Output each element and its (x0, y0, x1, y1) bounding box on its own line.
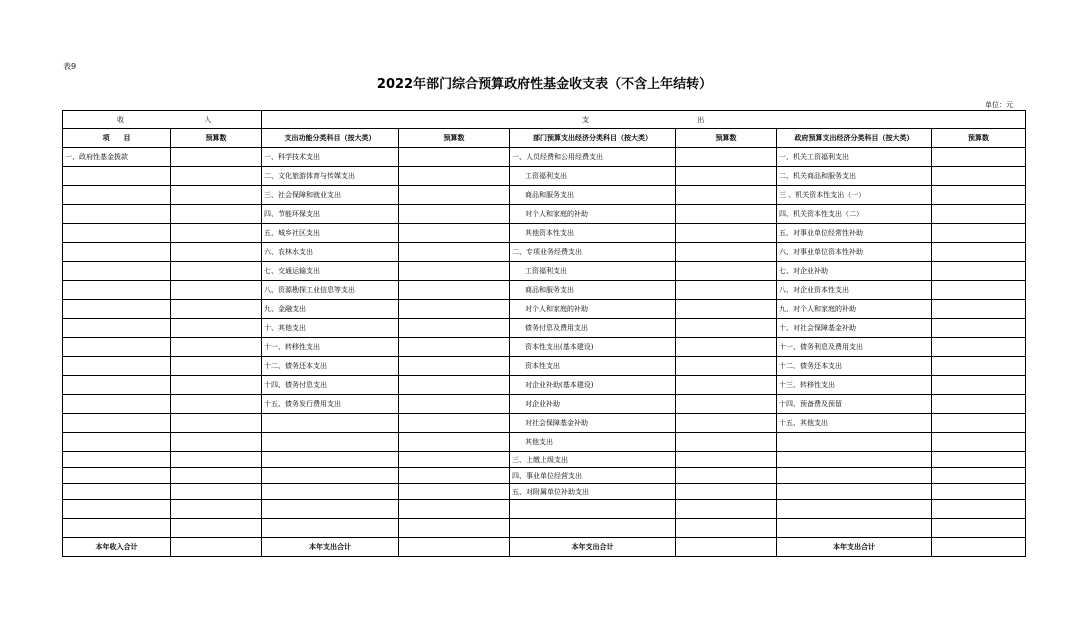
func-budget-cell (399, 433, 510, 452)
func-budget-cell (399, 452, 510, 468)
func-class-cell (262, 468, 399, 484)
page-title: 2022年部门综合预算政府性基金收支表（不含上年结转） (376, 77, 713, 92)
dept-econ-cell: 二、专项业务经费支出 (510, 243, 676, 262)
func-total-label: 本年支出合计 (262, 538, 399, 557)
dept-econ-cell: 对个人和家庭的补助 (510, 205, 676, 224)
income-item-cell (63, 167, 171, 186)
table-row (63, 243, 1026, 262)
header-func-class: 支出功能分类科目（按大类） (262, 129, 399, 148)
gov-budget-cell (932, 500, 1026, 519)
table-row (63, 395, 1026, 414)
func-class-cell: 十、其他支出 (262, 319, 399, 338)
header-gov-econ: 政府预算支出经济分类科目（按大类） (777, 129, 932, 148)
income-total-value (171, 538, 262, 557)
gov-budget-cell (932, 484, 1026, 500)
gov-econ-cell (777, 500, 932, 519)
income-budget-cell (171, 452, 262, 468)
dept-budget-cell (676, 205, 777, 224)
table-row (63, 500, 1026, 519)
func-budget-cell (399, 319, 510, 338)
table-number-label: 表9 (63, 62, 77, 71)
income-section-char-2: 入 (204, 115, 212, 124)
func-budget-cell (399, 243, 510, 262)
table-row (63, 186, 1026, 205)
income-budget-cell (171, 357, 262, 376)
income-budget-cell (171, 148, 262, 167)
table-row (63, 452, 1026, 468)
dept-total-value (676, 538, 777, 557)
func-class-cell: 十二、债务还本支出 (262, 357, 399, 376)
func-total-value (399, 538, 510, 557)
income-item-cell (63, 262, 171, 281)
dept-econ-cell: 工资福利支出 (510, 167, 676, 186)
gov-econ-cell (777, 468, 932, 484)
gov-econ-cell: 六、对事业单位资本性补助 (777, 243, 932, 262)
income-budget-cell (171, 519, 262, 538)
gov-econ-cell: 四、机关资本性支出（二） (777, 205, 932, 224)
func-budget-cell (399, 395, 510, 414)
gov-budget-cell (932, 338, 1026, 357)
table-row (63, 224, 1026, 243)
dept-econ-cell: 资本性支出 (510, 357, 676, 376)
expense-section-header (262, 111, 1026, 129)
gov-budget-cell (932, 452, 1026, 468)
income-budget-cell (171, 300, 262, 319)
income-item-cell (63, 338, 171, 357)
column-header-row (63, 129, 1026, 148)
income-item-cell (63, 186, 171, 205)
income-budget-cell (171, 468, 262, 484)
func-class-cell: 六、农林水支出 (262, 243, 399, 262)
func-class-cell: 十一、转移性支出 (262, 338, 399, 357)
dept-budget-cell (676, 243, 777, 262)
income-budget-cell (171, 395, 262, 414)
dept-budget-cell (676, 186, 777, 205)
table-row (63, 319, 1026, 338)
gov-econ-cell: 三 、机关资本性支出（一） (777, 186, 932, 205)
func-class-cell: 七、交通运输支出 (262, 262, 399, 281)
table-row (63, 468, 1026, 484)
dept-econ-cell: 一、人员经费和公用经费支出 (510, 148, 676, 167)
income-item-cell (63, 452, 171, 468)
gov-econ-cell (777, 519, 932, 538)
table-row (63, 484, 1026, 500)
dept-budget-cell (676, 167, 777, 186)
func-class-cell: 一、科学技术支出 (262, 148, 399, 167)
func-budget-cell (399, 468, 510, 484)
func-class-cell (262, 500, 399, 519)
func-budget-cell (399, 376, 510, 395)
func-class-cell: 九、金融支出 (262, 300, 399, 319)
func-budget-cell (399, 300, 510, 319)
dept-econ-cell: 其他支出 (510, 433, 676, 452)
income-budget-cell (171, 167, 262, 186)
income-item-cell (63, 414, 171, 433)
income-budget-cell (171, 338, 262, 357)
gov-econ-cell: 十五、其他支出 (777, 414, 932, 433)
dept-budget-cell (676, 148, 777, 167)
income-section-header (63, 111, 262, 129)
dept-econ-cell: 工资福利支出 (510, 262, 676, 281)
dept-econ-cell: 商品和服务支出 (510, 281, 676, 300)
func-budget-cell (399, 519, 510, 538)
dept-budget-cell (676, 395, 777, 414)
dept-budget-cell (676, 433, 777, 452)
section-header-row (63, 111, 1026, 129)
income-item-cell (63, 500, 171, 519)
income-budget-cell (171, 224, 262, 243)
table-row (63, 300, 1026, 319)
dept-budget-cell (676, 484, 777, 500)
gov-econ-cell (777, 433, 932, 452)
dept-budget-cell (676, 376, 777, 395)
income-item-cell (63, 205, 171, 224)
gov-total-value (932, 538, 1026, 557)
income-budget-cell (171, 281, 262, 300)
gov-budget-cell (932, 281, 1026, 300)
income-item-cell (63, 281, 171, 300)
table-row (63, 376, 1026, 395)
gov-econ-cell: 十一、债务利息及费用支出 (777, 338, 932, 357)
dept-budget-cell (676, 452, 777, 468)
dept-budget-cell (676, 338, 777, 357)
income-budget-cell (171, 205, 262, 224)
func-budget-cell (399, 414, 510, 433)
func-class-cell (262, 414, 399, 433)
income-budget-cell (171, 319, 262, 338)
func-budget-cell (399, 357, 510, 376)
dept-budget-cell (676, 414, 777, 433)
table-row (63, 205, 1026, 224)
func-budget-cell (399, 281, 510, 300)
table-row (63, 338, 1026, 357)
gov-econ-cell: 一、机关工资福利支出 (777, 148, 932, 167)
func-budget-cell (399, 167, 510, 186)
gov-budget-cell (932, 395, 1026, 414)
gov-econ-cell: 七、对企业补助 (777, 262, 932, 281)
func-class-cell: 十五、债务发行费用支出 (262, 395, 399, 414)
func-class-cell: 五、城乡社区支出 (262, 224, 399, 243)
dept-budget-cell (676, 500, 777, 519)
dept-econ-cell: 对企业补助 (510, 395, 676, 414)
gov-budget-cell (932, 519, 1026, 538)
dept-econ-cell: 其他资本性支出 (510, 224, 676, 243)
gov-econ-cell: 九、对个人和家庭的补助 (777, 300, 932, 319)
income-item-cell (63, 433, 171, 452)
header-dept-econ: 部门预算支出经济分类科目（按大类） (510, 129, 676, 148)
income-item-cell: 一、政府性基金拨款 (63, 148, 171, 167)
dept-econ-cell: 五、对附属单位补助支出 (510, 484, 676, 500)
dept-econ-cell: 三、上缴上级支出 (510, 452, 676, 468)
gov-budget-cell (932, 357, 1026, 376)
expense-section-char-1: 支 (582, 115, 590, 124)
income-item-cell (63, 357, 171, 376)
func-class-cell (262, 484, 399, 500)
table-row (63, 148, 1026, 167)
gov-budget-cell (932, 243, 1026, 262)
income-item-cell (63, 484, 171, 500)
gov-budget-cell (932, 468, 1026, 484)
func-class-cell (262, 452, 399, 468)
dept-budget-cell (676, 281, 777, 300)
dept-econ-cell: 对企业补助(基本建设) (510, 376, 676, 395)
dept-econ-cell: 债务付息及费用支出 (510, 319, 676, 338)
dept-budget-cell (676, 519, 777, 538)
budget-table (62, 110, 1026, 557)
header-func-budget: 预算数 (399, 129, 510, 148)
func-budget-cell (399, 500, 510, 519)
income-item-cell (63, 519, 171, 538)
dept-budget-cell (676, 300, 777, 319)
dept-econ-cell: 商品和服务支出 (510, 186, 676, 205)
header-income-budget: 预算数 (171, 129, 262, 148)
func-budget-cell (399, 262, 510, 281)
income-item-cell (63, 224, 171, 243)
income-budget-cell (171, 484, 262, 500)
gov-econ-cell: 五、对事业单位经常性补助 (777, 224, 932, 243)
func-budget-cell (399, 484, 510, 500)
dept-econ-cell (510, 519, 676, 538)
income-budget-cell (171, 262, 262, 281)
gov-budget-cell (932, 148, 1026, 167)
totals-row (63, 538, 1026, 557)
table-row (63, 433, 1026, 452)
header-dept-budget: 预算数 (676, 129, 777, 148)
income-item-cell (63, 376, 171, 395)
func-class-cell: 三、社会保障和就业支出 (262, 186, 399, 205)
func-budget-cell (399, 205, 510, 224)
income-budget-cell (171, 186, 262, 205)
expense-section-char-2: 出 (697, 115, 705, 124)
func-budget-cell (399, 148, 510, 167)
income-item-cell (63, 468, 171, 484)
gov-budget-cell (932, 300, 1026, 319)
income-budget-cell (171, 376, 262, 395)
func-class-cell: 八、资源勘探工业信息等支出 (262, 281, 399, 300)
income-total-label: 本年收入合计 (63, 538, 171, 557)
gov-econ-cell: 十四、预备费及预留 (777, 395, 932, 414)
gov-budget-cell (932, 224, 1026, 243)
gov-budget-cell (932, 433, 1026, 452)
dept-budget-cell (676, 357, 777, 376)
gov-budget-cell (932, 319, 1026, 338)
income-item-cell (63, 395, 171, 414)
gov-econ-cell (777, 452, 932, 468)
dept-econ-cell: 对社会保障基金补助 (510, 414, 676, 433)
dept-econ-cell (510, 500, 676, 519)
gov-econ-cell: 十、对社会保障基金补助 (777, 319, 932, 338)
gov-econ-cell: 八、对企业资本性支出 (777, 281, 932, 300)
table-row (63, 167, 1026, 186)
func-class-cell (262, 433, 399, 452)
gov-budget-cell (932, 205, 1026, 224)
func-budget-cell (399, 338, 510, 357)
income-budget-cell (171, 500, 262, 519)
gov-budget-cell (932, 262, 1026, 281)
table-row (63, 262, 1026, 281)
gov-econ-cell: 十三、转移性支出 (777, 376, 932, 395)
func-class-cell: 四、节能环保支出 (262, 205, 399, 224)
income-budget-cell (171, 414, 262, 433)
dept-budget-cell (676, 468, 777, 484)
gov-budget-cell (932, 414, 1026, 433)
table-row (63, 519, 1026, 538)
func-budget-cell (399, 186, 510, 205)
table-row (63, 281, 1026, 300)
dept-econ-cell: 四、事业单位经营支出 (510, 468, 676, 484)
table-row (63, 357, 1026, 376)
income-section-char-1: 收 (117, 115, 124, 124)
dept-budget-cell (676, 319, 777, 338)
dept-econ-cell: 资本性支出(基本建设) (510, 338, 676, 357)
func-class-cell (262, 519, 399, 538)
gov-budget-cell (932, 376, 1026, 395)
gov-budget-cell (932, 186, 1026, 205)
income-item-cell (63, 243, 171, 262)
dept-total-label: 本年支出合计 (510, 538, 676, 557)
gov-econ-cell (777, 484, 932, 500)
gov-budget-cell (932, 167, 1026, 186)
dept-econ-cell: 对个人和家庭的补助 (510, 300, 676, 319)
header-gov-budget: 预算数 (932, 129, 1026, 148)
func-budget-cell (399, 224, 510, 243)
table-row (63, 414, 1026, 433)
income-item-cell (63, 319, 171, 338)
gov-total-label: 本年支出合计 (777, 538, 932, 557)
dept-budget-cell (676, 224, 777, 243)
income-budget-cell (171, 433, 262, 452)
income-budget-cell (171, 243, 262, 262)
header-item: 项 目 (63, 129, 171, 148)
unit-label: 单位：元 (985, 101, 1013, 109)
dept-budget-cell (676, 262, 777, 281)
income-item-cell (63, 300, 171, 319)
func-class-cell: 二、文化旅游体育与传媒支出 (262, 167, 399, 186)
gov-econ-cell: 二、机关商品和服务支出 (777, 167, 932, 186)
gov-econ-cell: 十二、债务还本支出 (777, 357, 932, 376)
func-class-cell: 十四、债务付息支出 (262, 376, 399, 395)
